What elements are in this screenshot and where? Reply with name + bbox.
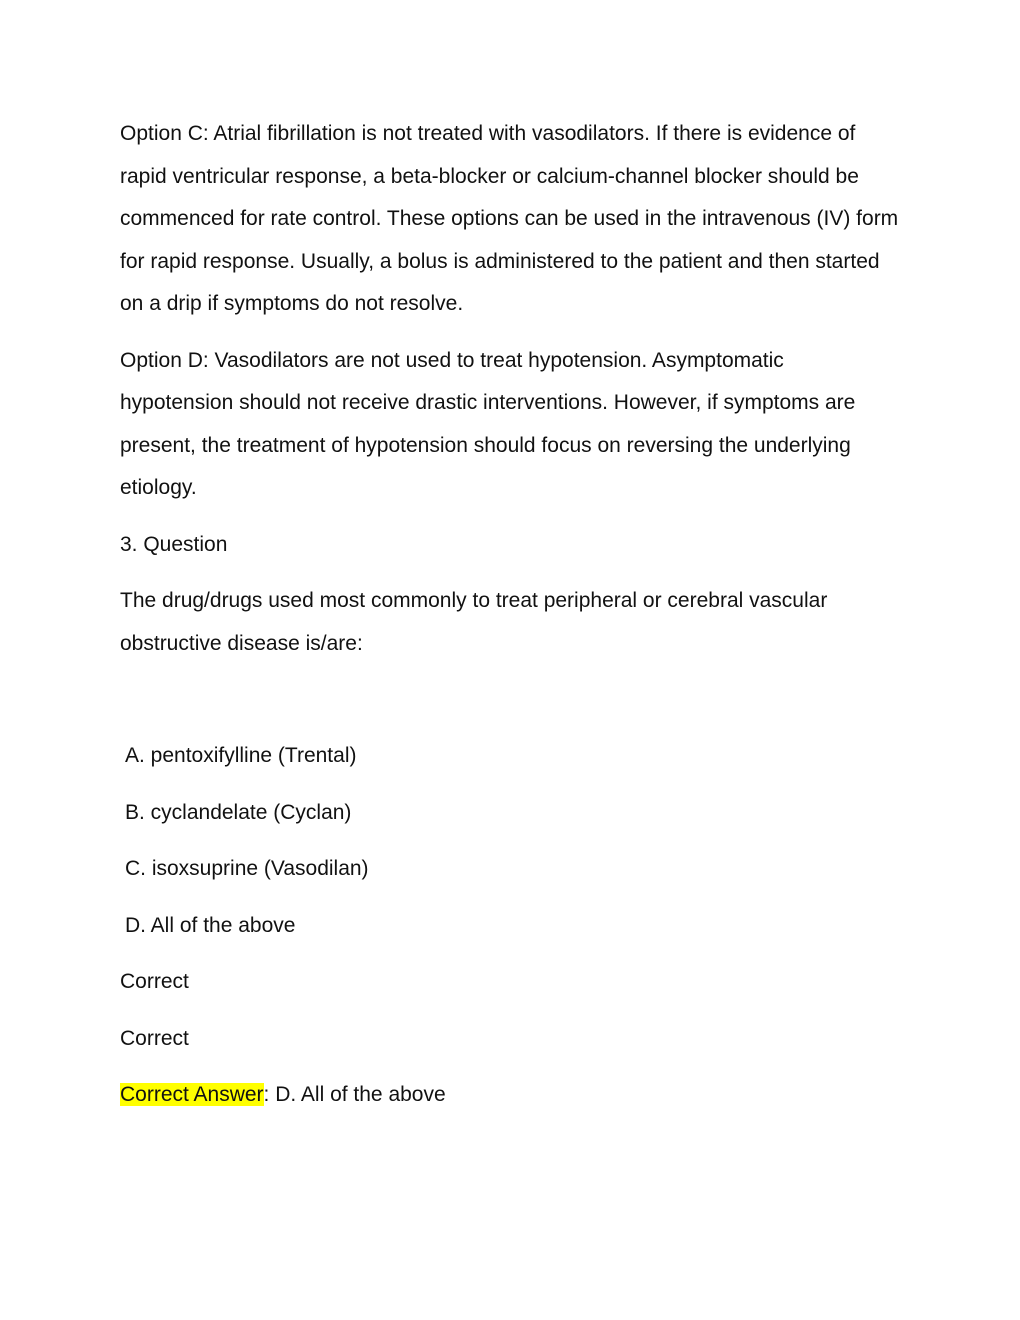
document-content [120,113,900,1131]
question-text: The drug/drugs used most commonly to treat peripheral or cerebral vascular obstructive disease is/are: [120,589,828,655]
status-line: Correct [120,970,189,993]
answer-option-a: A. pentoxifylline (Trental) [125,744,357,767]
answer-option-b: B. cyclandelate (Cyclan) [125,800,352,824]
answer-option-c: C. isoxsuprine (Vasodilan) [125,857,369,880]
blank-space [120,679,900,735]
explanation-option-c: Option C: Atrial fibrillation is not treated with vasodilators. If there is evidence of rapid ventricular response, a beta-blocker or calcium-channel blocker should be commenced for rate control. These options can be used in the intravenous (IV) form for rapid response. Usually, a bolus is administered to the patient and then started on a drip if symptoms do not resolve. [120,122,899,315]
answer-option-d: D. All of the above [125,913,296,937]
correct-answer-line [120,1074,900,1117]
correct-answer-value: : D. All of the above [263,1083,446,1106]
explanation-option-d: Option D: Vasodilators are not used to treat hypotension. Asymptomatic hypotension should not receive drastic interventions. However, if symptoms are present, the treatment of hypotension should focus on reversing the underlying etiology. [120,348,856,499]
correct-answer-label: Correct Answer [120,1083,264,1106]
question-heading: 3. Question [120,532,228,556]
status-line: Correct [120,1026,189,1050]
